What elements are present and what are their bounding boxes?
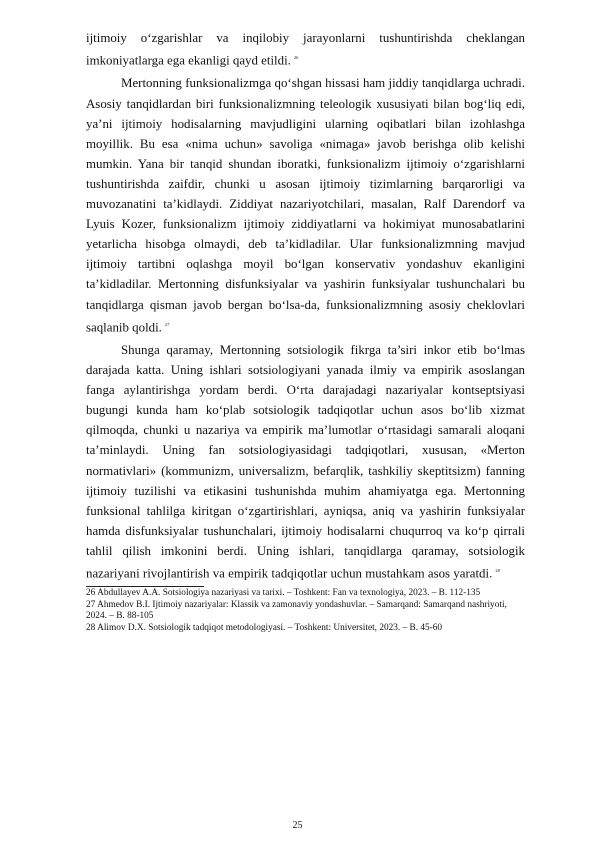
footnote-26: 26 Abdullayev A.A. Sotsiologiya nazariyasi va tarixi. – Toshkent: Fan va texnologiya, 2023. – B. 112-135 (86, 588, 481, 599)
footnote-ref-28: 28 (495, 568, 500, 574)
paragraph-1 (86, 28, 525, 70)
paragraph-1-text: ijtimoiy o‘zgarishlar va inqilobiy jarayonlarni tushuntirishda cheklangan imkoniyatlarga ega ekanligi qayd etildi. (86, 31, 525, 68)
footnotes (86, 588, 525, 634)
footnote-divider (86, 586, 204, 587)
footnote-ref-26: 26 (293, 55, 299, 61)
paragraph-2 (86, 73, 525, 337)
footnote-27: 27 Ahmedov B.I. Ijtimoiy nazariyalar: Klassik va zamonaviy yondashuvlar. – Samarqand: Samarqand nashriyoti, 2024. – B. 88-105 (86, 599, 507, 622)
paragraph-3 (86, 340, 525, 583)
footnote-28: 28 Alimov D.X. Sotsiologik tadqiqot metodologiyasi. – Toshkent: Universitet, 2023. – B. 45-60 (86, 622, 443, 633)
paragraph-2-text: Mertonning funksionalizmga qo‘shgan hissasi ham jiddiy tanqidlarga uchradi. Asosiy tanqidlardan biri funksionalizmning teleologik xususiyati bilan bog‘liq edi, ya’ni ijtimoiy hodisalarning mavjudligini ularning oqibatlari bilan izohlashga moyillik. Bu esa «nima uchun» savoliga «nimaga» javob berishga olib kelishi mumkin. Yana bir tanqid shundan iboratki, funksionalizm ijtimoiy o‘zgarishlarni tushuntirishda zaifdir, chunki u asosan ijtimoiy tizimlarning barqarorligi va muvozanatini ta’kidlaydi. Ziddiyat nazariyotchilari, masalan, Ralf Darendorf va Lyuis Kozer, funksionalizm ijtimoiy ziddiyatlarni va hokimiyat munosabatlarini yetarlicha hisobga olmaydi, deb ta’kidladilar. Ular funksionalizmning mavjud ijtimoiy tartibni oqlashga moyil bo‘lgan konservativ yondashuv ekanligini ta’kidladilar. Mertonning disfunksiyalar va yashirin funksiyalar tushunchalari bu tanqidlarga qisman javob bergan bo‘lsa-da, funksionalizmning asosiy cheklovlari saqlanib qoldi. (86, 76, 525, 334)
page-number: 25 (292, 820, 303, 831)
page-body (86, 28, 525, 634)
paragraph-3-text: Shunga qaramay, Mertonning sotsiologik fikrga ta’siri inkor etib bo‘lmas darajada katta. Uning ishlari sotsiologiyani yanada ilmiy va empirik asoslangan fanga aylantirishga yordam berdi. O‘rta darajadagi nazariyalar kontseptsiyasi bugungi kunda ham ko‘plab sotsiologik tadqiqotlar uchun asos bo‘lib xizmat qilmoqda, chunki u nazariya va empirik ma’lumotlar o‘rtasidagi samarali aloqani ta’minlaydi. Uning fan sotsiologiyasidagi tadqiqotlari, xususan, «Merton normativlari» (kommunizm, universalizm, befarqlik, tashkiliy skeptitsizm) fanning ijtimoiy tuzilishi va etikasini tushunishda muhim ahamiyatga ega. Mertonning funksional tahlilga kiritgan o‘zgartirishlari, ayniqsa, aniq va yashirin funksiyalar hamda disfunksiyalar tushunchalari, ijtimoiy hodisalarni chuqurroq va ko‘p qirrali tahlil qilish imkonini berdi. Uning ishlari, tanqidlarga qaramay, sotsiologik nazariyani rivojlantirish va empirik tadqiqotlar uchun mustahkam asos yaratdi. (86, 343, 525, 581)
footnote-ref-27: 27 (164, 321, 170, 327)
